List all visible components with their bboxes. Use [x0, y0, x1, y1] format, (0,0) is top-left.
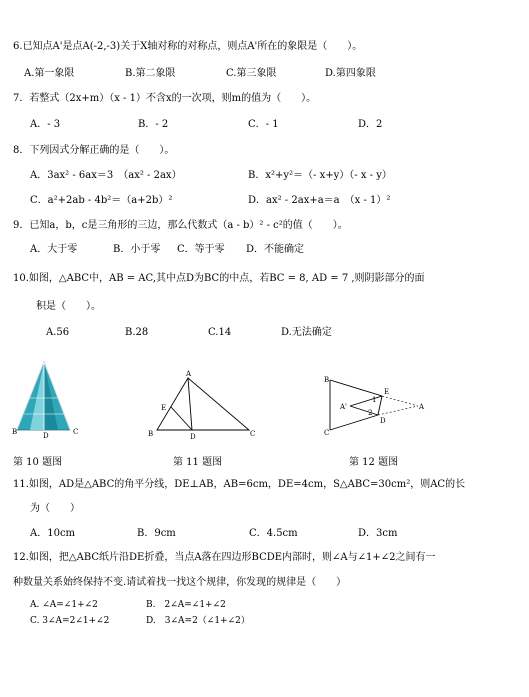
q8-option-b: B．x²+y²＝（- x+y）（- x - y）	[248, 170, 392, 181]
q12-stem-cont: 种数量关系始终保持不变.请试着找一找这个规律，你发现的规律是（ ）	[13, 577, 347, 588]
fig11-label-d: D	[190, 433, 196, 440]
q10-option-c: C.14	[208, 327, 232, 338]
q10-stem-cont: 积是（ ）。	[36, 301, 101, 312]
q8-option-d: D．ax² - 2ax+a＝a （x - 1）²	[248, 195, 391, 206]
fig12-label-2: 2	[368, 409, 373, 417]
figure-11	[145, 368, 260, 440]
fig12-label-e: E	[384, 388, 390, 396]
q8-option-c: C．a²+2ab - 4b²＝（a+2b）²	[30, 195, 173, 206]
q11-stem-cont: 为（ ）	[30, 503, 80, 514]
q12-stem: 12.如图，把△ABC纸片沿DE折叠，当点A落在四边形BCDE内部时，则∠A与∠1+∠2之间有一	[13, 552, 436, 563]
q6-option-c: C.第三象限	[226, 68, 277, 79]
q12-option-c: C. 3∠A=2∠1+∠2	[30, 616, 110, 626]
q8-option-a: A．3ax² - 6ax＝3 （ax² - 2ax）	[30, 170, 182, 181]
q6-option-d: D.第四象限	[325, 68, 376, 79]
q7-option-b: B．- 2	[138, 119, 169, 130]
q10-option-a: A.56	[46, 327, 70, 338]
fig12-label-aprime: A'	[340, 403, 347, 411]
q6-stem: 6.已知点A'是点A(-2,-3)关于X轴对称的对称点，则点A'所在的象限是（ ）。	[13, 41, 363, 52]
q8-stem: 8．下列因式分解正确的是（ ）。	[13, 145, 175, 156]
q9-option-a: A．大于零	[30, 244, 78, 255]
fig12-label-1: 1	[372, 396, 377, 404]
q9-option-c: C．等于零	[177, 244, 225, 255]
fig10-label-d: D	[43, 432, 49, 440]
fig10-label-c: C	[73, 428, 79, 436]
q10-option-d: D.无法确定	[281, 327, 332, 338]
q6-option-b: B.第二象限	[125, 68, 176, 79]
q10-option-b: B.28	[125, 327, 149, 338]
figure-12	[318, 372, 428, 440]
fig10-caption: 第 10 题图	[13, 457, 63, 468]
figure-10	[10, 358, 85, 440]
q6-option-a: A.第一象限	[24, 68, 75, 79]
q9-stem: 9．已知a，b，c是三角形的三边，那么代数式（a - b）² - c²的值（ ）。	[13, 220, 348, 231]
fig11-label-a: A	[186, 370, 192, 378]
q12-option-b: B. 2∠A=∠1+∠2	[146, 600, 226, 610]
fig11-label-c: C	[250, 430, 256, 438]
q11-option-c: C．4.5cm	[249, 528, 298, 539]
q7-option-c: C．- 1	[248, 119, 279, 130]
fig12-label-c: C	[324, 429, 330, 437]
fig11-caption: 第 11 题图	[173, 457, 223, 468]
q10-stem: 10.如图，△ABC中，AB = AC,其中点D为BC的中点，若BC = 8, AD = 7 ,则阴影部分的面	[13, 273, 425, 284]
fig11-label-e: E	[161, 404, 167, 412]
q9-option-d: D．不能确定	[246, 244, 305, 255]
q11-option-b: B．9cm	[137, 528, 176, 539]
q7-stem: 7．若整式（2x+m）（x - 1）不含x的一次项，则m的值为（ ）。	[13, 93, 317, 104]
fig10-label-b: B	[12, 428, 18, 436]
fig12-label-b: B	[324, 376, 330, 384]
q12-option-a: A. ∠A=∠1+∠2	[30, 600, 98, 610]
q11-stem: 11.如图，AD是△ABC的角平分线，DE⊥AB，AB=6cm，DE=4cm，S△ABC=30cm²，则AC的长	[13, 479, 466, 490]
q7-option-d: D．2	[358, 119, 383, 130]
q7-option-a: A．- 3	[30, 119, 61, 130]
q11-option-a: A．10cm	[30, 528, 76, 539]
fig12-label-a: A	[419, 403, 425, 411]
fig11-label-b: B	[148, 430, 154, 438]
fig12-label-d: D	[380, 417, 386, 425]
fig12-caption: 第 12 题图	[349, 457, 399, 468]
q9-option-b: B．小于零	[113, 244, 161, 255]
q12-option-d: D. 3∠A=2（∠1+∠2）	[146, 616, 250, 626]
q11-option-d: D．3cm	[358, 528, 398, 539]
